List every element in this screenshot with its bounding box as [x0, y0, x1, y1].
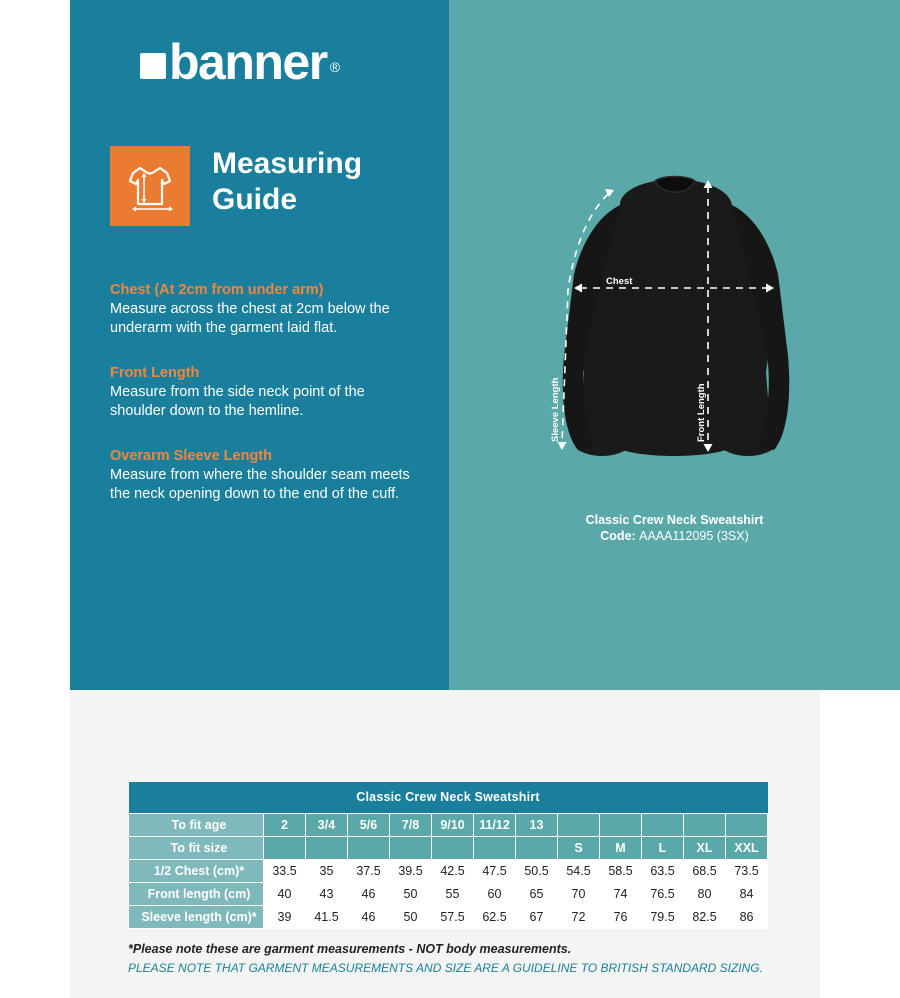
table-cell: 13 [516, 813, 558, 836]
table-cell: 3/4 [306, 813, 348, 836]
table-cell: 50 [390, 905, 432, 928]
lower-left-margin [0, 690, 70, 998]
row-label: Sleeve length (cm)* [129, 905, 264, 928]
lower-right-margin [820, 690, 900, 998]
table-cell: 33.5 [264, 859, 306, 882]
table-cell: 7/8 [390, 813, 432, 836]
table-cell: 43 [306, 882, 348, 905]
size-table [128, 782, 768, 929]
table-cell: 55 [432, 882, 474, 905]
instruction-title: Front Length [110, 365, 200, 381]
sleeve-length-label: Sleeve Length [550, 377, 561, 442]
table-cell: 2 [264, 813, 306, 836]
instruction-body: Measure across the chest at 2cm below the underarm with the garment laid flat. [110, 301, 390, 336]
table-cell [306, 836, 348, 859]
instruction-title: Chest (At 2cm from under arm) [110, 282, 324, 298]
instruction-item [110, 282, 420, 338]
table-cell: S [558, 836, 600, 859]
table-cell: 68.5 [684, 859, 726, 882]
table-cell: 79.5 [642, 905, 684, 928]
table-cell: 5/6 [348, 813, 390, 836]
table-cell: 46 [348, 882, 390, 905]
table-cell: 39 [264, 905, 306, 928]
table-cell: 42.5 [432, 859, 474, 882]
table-cell: 41.5 [306, 905, 348, 928]
table-row [129, 882, 768, 905]
table-cell: 50 [390, 882, 432, 905]
table-cell: L [642, 836, 684, 859]
instruction-title: Overarm Sleeve Length [110, 448, 272, 464]
footer-notes [128, 942, 828, 975]
garment-code-label: Code: [600, 529, 636, 543]
table-cell [474, 836, 516, 859]
instruction-list [110, 282, 420, 531]
table-cell: 50.5 [516, 859, 558, 882]
page-title: Measuring Guide [212, 147, 363, 216]
row-label: Front length (cm) [129, 882, 264, 905]
garment-code-value: AAAA112095 (3SX) [639, 529, 749, 543]
table-cell: 73.5 [726, 859, 768, 882]
table-cell: M [600, 836, 642, 859]
table-cell [390, 836, 432, 859]
table-cell [600, 813, 642, 836]
table-cell [264, 836, 306, 859]
garment-illustration [470, 150, 880, 490]
table-row [129, 813, 768, 836]
row-label: To fit age [129, 813, 264, 836]
table-cell: 9/10 [432, 813, 474, 836]
registered-mark: ® [329, 59, 341, 75]
table-cell: 70 [558, 882, 600, 905]
table-row [129, 905, 768, 928]
table-cell: 67 [516, 905, 558, 928]
table-cell: 37.5 [348, 859, 390, 882]
note-garment-measurements: *Please note these are garment measurements - NOT body measurements. [128, 942, 572, 956]
table-row [129, 859, 768, 882]
table-cell: 11/12 [474, 813, 516, 836]
table-cell [432, 836, 474, 859]
table-cell: 35 [306, 859, 348, 882]
instruction-body: Measure from the side neck point of the shoulder down to the hemline. [110, 384, 365, 419]
row-label: 1/2 Chest (cm)* [129, 859, 264, 882]
instruction-item [110, 365, 420, 421]
tshirt-measure-icon [110, 146, 190, 226]
table-cell: 72 [558, 905, 600, 928]
table-cell: XXL [726, 836, 768, 859]
table-cell: 82.5 [684, 905, 726, 928]
table-cell: 76 [600, 905, 642, 928]
table-cell: 58.5 [600, 859, 642, 882]
row-label: To fit size [129, 836, 264, 859]
table-row [129, 836, 768, 859]
table-cell: 63.5 [642, 859, 684, 882]
instruction-body: Measure from where the shoulder seam meets the neck opening down to the end of the cuff. [110, 467, 410, 502]
table-cell: 57.5 [432, 905, 474, 928]
table-cell [516, 836, 558, 859]
table-cell: 80 [684, 882, 726, 905]
table-cell: XL [684, 836, 726, 859]
table-cell: 86 [726, 905, 768, 928]
table-cell: 65 [516, 882, 558, 905]
table-title-row [129, 782, 768, 813]
table-cell: 39.5 [390, 859, 432, 882]
note-british-standard-sizing: PLEASE NOTE THAT GARMENT MEASUREMENTS AND SIZE ARE A GUIDELINE TO BRITISH STANDARD SIZING. [128, 961, 763, 975]
table-cell: 62.5 [474, 905, 516, 928]
brand-logo [140, 36, 340, 88]
table-cell: 84 [726, 882, 768, 905]
table-cell: 47.5 [474, 859, 516, 882]
table-cell [558, 813, 600, 836]
table-cell [684, 813, 726, 836]
table-cell: 40 [264, 882, 306, 905]
size-table-wrapper [128, 782, 768, 929]
table-cell: 74 [600, 882, 642, 905]
guide-header [110, 146, 412, 226]
table-cell [348, 836, 390, 859]
table-cell: 76.5 [642, 882, 684, 905]
logo-square-icon [140, 53, 166, 79]
sweatshirt-shape [563, 177, 789, 457]
table-cell [642, 813, 684, 836]
table-cell: 60 [474, 882, 516, 905]
chest-label: Chest [606, 276, 633, 287]
garment-caption [449, 512, 900, 544]
table-cell: 46 [348, 905, 390, 928]
size-table-title: Classic Crew Neck Sweatshirt [129, 782, 768, 813]
front-length-label: Front Length [696, 383, 707, 442]
instruction-item [110, 448, 420, 504]
table-cell: 54.5 [558, 859, 600, 882]
brand-name: banner [169, 34, 327, 90]
garment-name: Classic Crew Neck Sweatshirt [585, 513, 764, 527]
table-cell [726, 813, 768, 836]
